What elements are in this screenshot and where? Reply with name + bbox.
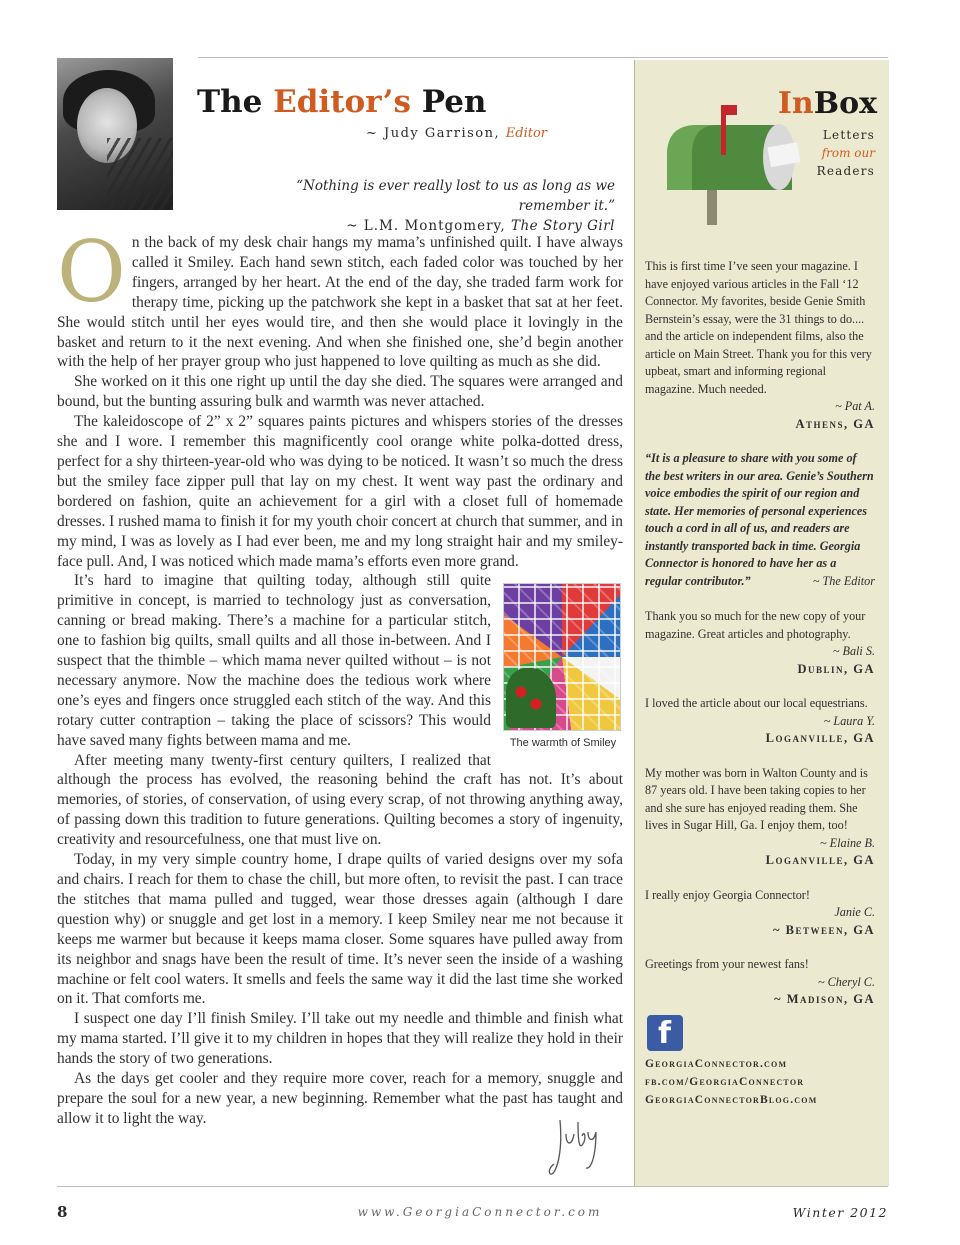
editor-photo — [57, 58, 173, 210]
paragraph-4: It’s hard to imagine that quilting today, although still quite primitive in concept, is married to technology just as conversation, canning or bread making. There’s a machine for a particular stitch, one to fashion big quilts, small quilts and all those in-between. And I suspect that the thimble – which mama never quilted without – is not necessary anymore. Now the machine does the tedious work where one’s eyes and fingers once struggled each stitch of the way. And this rotary cutter contraption – taking the place of scissors? This would have saved many fights between mama and me. — [57, 572, 491, 749]
inbox-sidebar — [634, 60, 889, 1186]
paragraph-3: The kaleidoscope of 2” x 2” squares paints pictures and whispers stories of the dresses she and I wore. I remember this magnificently cool orange white polka-dotted dress, perfect for a shy thirteen-year-old who was dying to be noticed. It wasn’t so much the dress but the smiley face zipper pull that lay on my chest. It went way past the ordinary and bordered on fashion, quite an achievement for a girl with a closet full of homemade dresses. I rushed mama to finish it for my youth choir concert at church that summer, and in my mind, I was as lovely as I had ever been, me and my long straight hair and my smiley-face pull. And, I was noticed which made mama’s efforts even more grand. — [57, 413, 623, 570]
issue-label: Winter 2012 — [792, 1205, 888, 1220]
letter-item: Thank you so much for the new copy of your magazine. Great articles and photography. ~ Bali S. Dublin, GA — [645, 609, 875, 676]
letter-item: I really enjoy Georgia Connector! Janie C. ~ Betwеen, GA — [645, 887, 875, 937]
paragraph-6: Today, in my very simple country home, I drape quilts of varied designs over my sofa and chairs. I reach for them to chase the chill, but more often, to revisit the past. I can trace the stitches that mama pulled and tugged, wear those dresses again (although I dare question why) or snuggle and get lost in a memory. I keep Smiley near me not because it keeps me warmer but because it keeps mama closer. Some squares have pulled away from its neighbor and snags have been the result of time. It’s never seen the inside of a washing machine or felt cool waters. It smells and feels the same way it did the last time she worked on it. That comforts me. — [57, 851, 623, 1008]
inbox-title: InBox — [777, 86, 877, 121]
letter-item: My mother was born in Walton County and is 87 years old. I have been taking copies to her and she sure has enjoyed reading them. She lives in Sugar Hill, Ga. I enjoy them, too! ~ Elaine B. Loganville, GA — [645, 765, 875, 867]
editor-note: “It is a pleasure to share with you some of the best writers in our area. Genie’s Southern voice embodies the spirit of our region and state. Her memories of personal experiences touch a cord in all of us, and readers are instantly transported back in time. Georgia Connector is honored to have her as a regular contributor.” ~ The Editor — [645, 451, 875, 588]
epigraph-source: ~ L.M. Montgomery, The Story Girl — [346, 218, 615, 234]
website-link[interactable]: GeorgiaConnector.com — [645, 1057, 788, 1070]
blog-link[interactable]: GeorgiaConnectorBlog.com — [645, 1093, 818, 1106]
paragraph-1: On the back of my desk chair hangs my mama’s unfinished quilt. I have always called it Smiley. Each hand sewn stitch, each faded color was touched by her fingers, arranged by her heart. At the end of the day, she traded farm work for therapy time, picking up the patchwork she kept in a basket that sat at her feet. She would stitch until her eyes would tire, and then she would place it lovingly in the basket and return to it the next evening. And when she finished one, she’d begin another with the help of her prayer group who just happened to love quilting as much as she did. — [57, 223, 623, 371]
footer-url: www.GeorgiaConnector.com — [357, 1205, 603, 1219]
photo-branches — [107, 138, 173, 210]
paragraph-7: I suspect one day I’ll finish Smiley. I’ll take out my needle and thimble and finish what my mama started. I’ll give it to my children in hopes that they will realize they hold in their hands the story of two generations. — [57, 1010, 623, 1068]
paragraph-5: After meeting many twenty-first century quilters, I realized that although the process has evolved, the reasoning behind the craft has not. It’s about memories, of stories, of conservation, of using every scrap, of not throwing anything away, of passing down this tradition to future generations. Quilting becomes a story of ingenuity, creativity and resourcefulness, one that must live on. — [57, 751, 623, 849]
top-rule — [198, 57, 888, 58]
signature — [548, 1112, 604, 1178]
epigraph-text: “Nothing is ever really lost to us as long as we remember it.” — [296, 178, 615, 214]
letter-item: Greetings from your newest fans! ~ Cheryl C. ~ Madison, GA — [645, 957, 875, 1006]
quilt-photo — [503, 583, 621, 731]
page-number: 8 — [57, 1203, 68, 1221]
inbox-subtitle: Letters from our Readers — [816, 128, 875, 178]
letter-item: This is first time I’ve seen your magazine. I have enjoyed various articles in the Fall ‘12 Connector. My favorites, beside Genie Smith Bernstein’s essay, were the 31 things to do.... and the article on independent films, also the article on Main Street. Thank you for this very upbeat, smart and informing regional magazine. Much needed. ~ Pat A. Athens, GA — [645, 259, 875, 431]
paragraph-8: As the days get cooler and they require more cover, reach for a memory, snuggle and prepare the soul for a new year, a new beginning. Remember what the past has taught and allow it to light the way. — [57, 1070, 623, 1127]
figure-caption: The warmth of Smiley — [509, 737, 617, 750]
letter-item: I loved the article about our local equestrians. ~ Laura Y. Loganville, GA — [645, 696, 875, 745]
facebook-link[interactable]: fb.com/GeorgiaConnector — [645, 1075, 805, 1088]
quilt-figure — [503, 583, 623, 750]
plant — [506, 668, 556, 728]
bottom-rule — [57, 1186, 888, 1187]
letters-list — [645, 258, 875, 1109]
byline: ~ Judy Garrison, Editor — [366, 126, 547, 141]
epigraph — [232, 176, 615, 236]
paragraph-2: She worked on it this one right up until the day she died. The squares were arranged and bound, but the bunting assuring bulk and warmth was never attached. — [57, 373, 623, 411]
page-title: The Editor’s Pen — [197, 84, 487, 120]
drop-cap: O — [57, 223, 126, 321]
social-links — [645, 1055, 875, 1109]
facebook-icon[interactable]: f — [647, 1015, 683, 1051]
